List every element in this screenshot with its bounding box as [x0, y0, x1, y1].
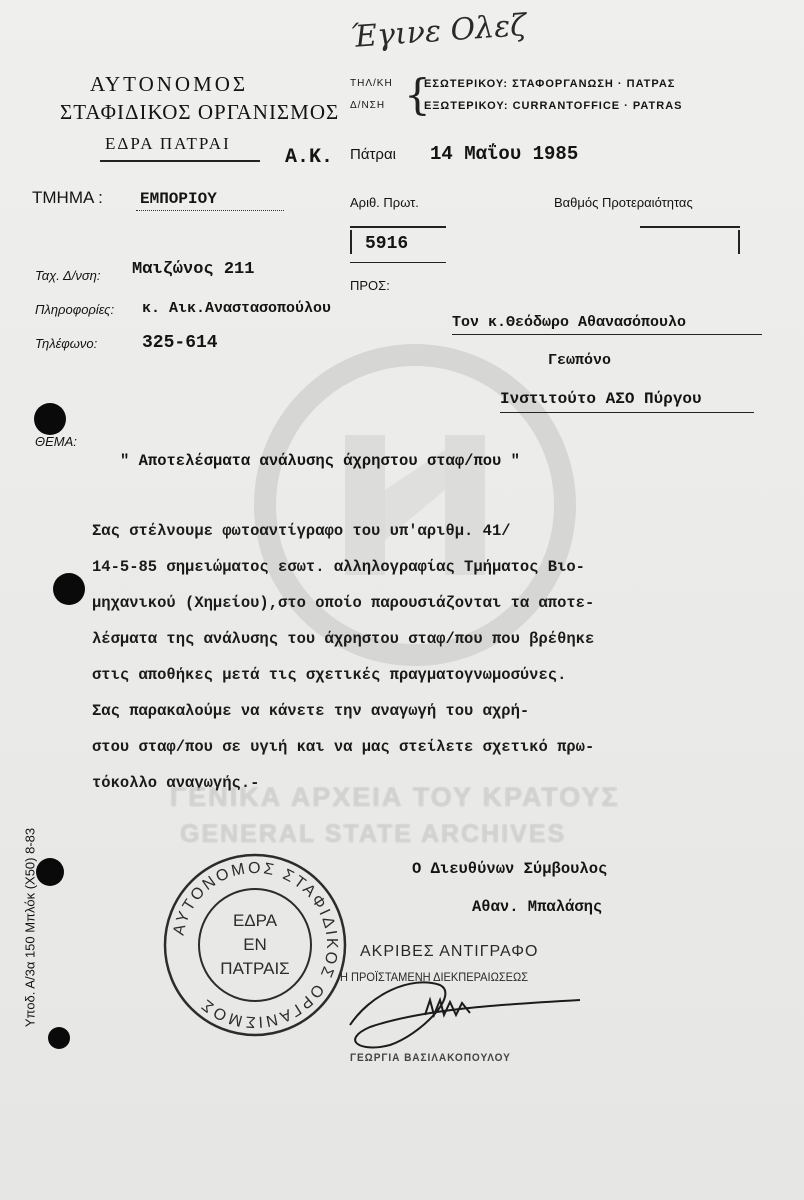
ext-value: ΕΞΩΤΕΡΙΚΟΥ: CURRANTOFFICE · PATRAS — [424, 100, 683, 112]
svg-text:ΕΔΡΑ: ΕΔΡΑ — [232, 911, 278, 930]
recipient-name: Τον κ.Θεόδωρο Αθανασόπουλο — [452, 314, 687, 331]
address-label: Ταχ. Δ/νση: — [35, 268, 101, 283]
copy-stamp-role: Η ΠΡΟΪΣΤΑΜΕΝΗ ΔΙΕΚΠΕΡΑΙΩΣΕΩΣ — [340, 970, 529, 984]
watermark-english: GENERAL STATE ARCHIVES — [180, 820, 567, 848]
official-stamp — [160, 850, 350, 1040]
ak-label: Α.Κ. — [285, 146, 334, 169]
body-line: στις αποθήκες μετά τις σχετικές πραγματογνωμοσύνες. — [92, 666, 567, 684]
phone-value: 325-614 — [142, 333, 218, 353]
address-value: Μαιζώνος 211 — [132, 260, 255, 279]
punch-hole — [34, 403, 66, 435]
copy-stamp-title: ΑΚΡΙΒΕΣ ΑΝΤΙΓΡΑΦΟ — [360, 943, 539, 960]
handwritten-signature — [330, 955, 590, 1065]
protocol-value: 5916 — [365, 234, 409, 254]
punch-hole — [48, 1027, 70, 1049]
recipient-title: Γεωπόνο — [548, 352, 612, 369]
protocol-bottom-rule — [350, 262, 446, 263]
svg-text:ΠΑΤΡΑΙΣ: ΠΑΤΡΑΙΣ — [220, 959, 290, 978]
priority-top-rule — [640, 226, 740, 228]
body-line: Σας παρακαλούμε να κάνετε την αναγωγή του αχρή- — [92, 702, 530, 720]
watermark-greek: ΓΕΝΙΚΑ ΑΡΧΕΙΑ ΤΟΥ ΚΡΑΤΟΥΣ — [170, 782, 620, 812]
info-label: Πληροφορίες: — [35, 302, 115, 317]
tel-label: ΤΗΛ/ΚΗ — [350, 78, 393, 89]
org-name-line1: ΑΥΤΟΝΟΜΟΣ — [90, 72, 249, 96]
body-line: Σας στέλνουμε φωτοαντίγραφο του υπ'αριθμ. 41/ — [92, 522, 511, 540]
protocol-label: Αριθ. Πρωτ. — [350, 195, 419, 210]
department-label: ΤΜΗΜΑ : — [32, 188, 103, 207]
org-underline — [100, 160, 260, 162]
letter-body — [92, 522, 752, 822]
punch-hole — [53, 573, 85, 605]
body-line: 14-5-85 σημειώματος εσωτ. αλληλογραφίας Τμήματος Βιο- — [92, 558, 585, 576]
department-dotted-line — [136, 210, 284, 211]
copy-stamp-name: ΓΕΩΡΓΙΑ ΒΑΣΙΛΑΚΟΠΟΥΛΟΥ — [350, 1052, 511, 1064]
org-name-line3: ΕΔΡΑ ΠΑΤΡΑΙ — [105, 134, 231, 153]
protocol-left-rule — [350, 230, 352, 254]
signatory-title: Ο Διευθύνων Σύμβουλος — [412, 860, 608, 878]
recipient-institute: Ινστιτούτο ΑΣΟ Πύργου — [500, 390, 702, 408]
signatory-name: Αθαν. Μπαλάσης — [472, 898, 603, 916]
body-line: μηχανικού (Χημείου),στο οποίο παρουσιάζονται τα αποτε- — [92, 594, 595, 612]
priority-label: Βαθμός Προτεραιότητας — [554, 195, 693, 210]
body-line: τόκολλο αναγωγής.- — [92, 774, 260, 792]
subject-value: " Αποτελέσματα ανάλυσης άχρηστου σταφ/που " — [120, 452, 520, 470]
brace-icon: { — [404, 70, 431, 119]
handwritten-note: Έγινε Ολεζ — [348, 7, 528, 56]
protocol-top-rule — [350, 226, 446, 228]
body-line: λέσματα της ανάλυσης του άχρηστου σταφ/που που βρέθηκε — [92, 630, 595, 648]
tel-value: ΕΣΩΤΕΡΙΚΟΥ: ΣΤΑΦΟΡΓΑΝΩΣΗ · ΠΑΤΡΑΣ — [424, 78, 676, 90]
svg-text:ΕΝ: ΕΝ — [243, 935, 267, 954]
date-value: 14 Μαΐου 1985 — [430, 143, 579, 165]
form-code: Υποδ. Α/3α 150 Μπλόκ (Χ50) 8-83 — [22, 827, 38, 1028]
department-value: ΕΜΠΟΡΙΟΥ — [140, 190, 217, 208]
to-label: ΠΡΟΣ: — [350, 278, 390, 293]
recipient-name-underline — [452, 334, 762, 335]
body-line: στου σταφ/που σε υγιή και να μας στείλετε σχετικό πρω- — [92, 738, 595, 756]
date-city: Πάτραι — [350, 146, 396, 163]
subject-label: ΘΕΜΑ: — [35, 434, 77, 449]
org-name-line2: ΣΤΑΦΙΔΙΚΟΣ ΟΡΓΑΝΙΣΜΟΣ — [60, 100, 340, 124]
priority-right-rule — [738, 230, 740, 254]
recipient-institute-underline — [500, 412, 754, 413]
info-value: κ. Αικ.Αναστασοπούλου — [142, 300, 332, 317]
phone-label: Τηλέφωνο: — [35, 336, 98, 351]
svg-text:ΑΥΤΟΝΟΜΟΣ ΣΤΑΦΙΔΙΚΟΣ ΟΡΓΑΝΙΣΜΟ: ΑΥΤΟΝΟΜΟΣ ΣΤΑΦΙΔΙΚΟΣ ΟΡΓΑΝΙΣΜΟΣ — [170, 859, 341, 1031]
punch-hole — [36, 858, 64, 886]
dnsi-label: Δ/ΝΣΗ — [350, 100, 386, 111]
